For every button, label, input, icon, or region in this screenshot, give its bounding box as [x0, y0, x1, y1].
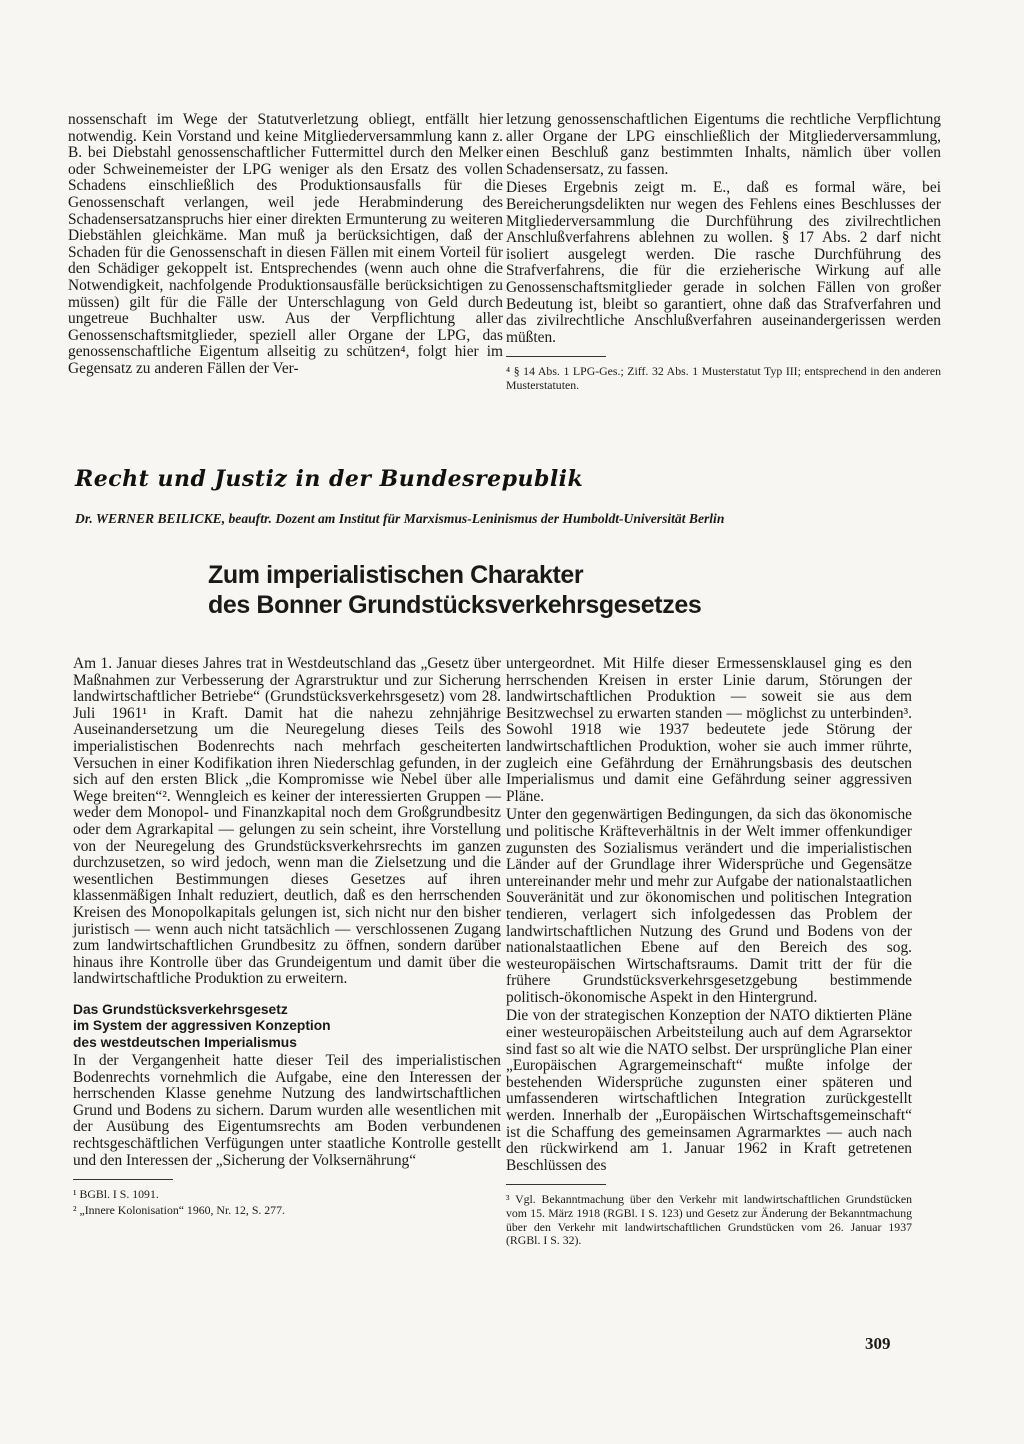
footnote-divider — [73, 1179, 173, 1180]
bottom-right-column — [506, 656, 912, 1248]
section-heading: Recht und Justiz in der Bundesrepublik — [75, 466, 584, 492]
top-left-column — [68, 112, 503, 378]
footnote: ⁴ § 14 Abs. 1 LPG-Ges.; Ziff. 32 Abs. 1 Musterstatut Typ III; entsprechend in den anderen Musterstatuten. — [506, 364, 941, 392]
paragraph: In der Vergangenheit hatte dieser Teil des imperialistischen Bodenrechts vornehmlich die Aufgabe, eine den Interessen der herrschenden Klasse genehme Nutzung des landwirtschaftlichen Grund und Bodens zu sichern. Darum wurden alle wesentlichen mit der Ausübung des Eigentumsrechts am Boden verbundenen rechtsgeschäftlichen Verfügungen unter staatliche Kontrolle gestellt und den Interessen der „Sicherung der Volksernährung“ — [73, 1052, 501, 1169]
bottom-left-column — [73, 656, 501, 1217]
paragraph: letzung genossenschaftlichen Eigentums die rechtliche Verpflichtung aller Organe der LPG einschließlich der Mitgliederversammlung, einen Beschluß ganz bestimmten Inhalts, nämlich über vollen Schadensersatz, zu fassen. — [506, 111, 941, 178]
article-title — [208, 560, 828, 620]
article-title-line: Zum imperialistischen Charakter — [208, 561, 584, 589]
paragraph: nossenschaft im Wege der Statutverletzung obliegt, entfällt hier notwendig. Kein Vorstand und keine Mitgliederversammlung kann z. B. bei Diebstahl genossenschaftlicher Futtermittel durch den Melker oder Schweinemeister der LPG weniger als den Ersatz des vollen Schadens einschließlich des Produktionsausfalls für die Genossenschaft verlangen, weil jede Herabminderung des Schadensersatzanspruchs hier einer direkten Ermunterung zu weiteren Diebstählen gleichkäme. Man muß ja berücksichtigen, daß der Schaden für die Genossenschaft in diesen Fällen mit einem Vorteil für den Schädiger gekoppelt ist. Entsprechendes (wenn auch ohne die Notwendigkeit, nachfolgende Produktionsausfälle berücksichtigen zu müssen) gilt für die Fälle der Unterschlagung von Geld durch ungetreue Buchhalter usw. Aus der Verpflichtung aller Genossenschaftsmitglieder, speziell aller Organe der LPG, das genossenschaftliche Eigentum allseitig zu schützen⁴, folgt hier im Gegensatz zu anderen Fällen der Ver- — [68, 111, 503, 377]
paragraph: Die von der strategischen Konzeption der NATO diktierten Pläne einer westeuropäischen Arbeitsteilung auch auf dem Agrarsektor sind fast so alt wie die NATO selbst. Der ursprüngliche Plan einer „Europäischen Agrargemeinschaft“ mußte infolge der bestehenden Widersprüche zugunsten einer späteren und umfassenderen wirtschaftlichen Integration zurückgestellt werden. Innerhalb der „Europäischen Wirtschaftsgemeinschaft“ ist die Schaffung des gemeinsamen Agrarmarktes — auch nach den rückwirkend am 1. Januar 1962 in Kraft getretenen Beschlüssen des — [506, 1007, 912, 1174]
paragraph: untergeordnet. Mit Hilfe dieser Ermessensklausel ging es den herrschenden Kreisen in erster Linie darum, Störungen der landwirtschaftlichen Produktion — soweit sie aus dem Besitzwechsel zu erwarten standen — möglichst zu unterbinden³. Sowohl 1918 wie 1937 bedeutete jede Störung der landwirtschaftlichen Produktion, woher sie auch immer rührte, zugleich eine Gefährdung der Ernährungsbasis des deutschen Imperialismus und damit eine Gefährdung seiner aggressiven Pläne. — [506, 655, 912, 805]
subheading — [73, 1002, 501, 1051]
footnotes — [73, 1188, 501, 1217]
page-number: 309 — [865, 1334, 891, 1353]
subheading-line: im System der aggressiven Konzeption — [73, 1018, 331, 1034]
footnotes — [506, 365, 941, 392]
subheading-line: des westdeutschen Imperialismus — [73, 1034, 297, 1050]
footnote-divider — [506, 356, 606, 357]
article-title-line: des Bonner Grundstücksverkehrsgesetzes — [208, 591, 702, 619]
footnotes — [506, 1193, 912, 1247]
paragraph: Dieses Ergebnis zeigt m. E., daß es formal wäre, bei Bereicherungsdelikten nur wegen des Fehlens eines Beschlusses der Mitgliederversammlung die Durchführung des zivilrechtlichen Anschlußverfahrens ablehnen zu wollen. § 17 Abs. 2 darf nicht isoliert ausgelegt werden. Die rasche Durchführung des Strafverfahrens, die für die erzieherische Wirkung auf alle Genossenschaftsmitglieder gerade in solchen Fällen von großer Bedeutung ist, bleibt so garantiert, ohne daß das Strafverfahren und das zivilrechtliche Anschlußverfahren auseinandergerissen werden müßten. — [506, 179, 941, 346]
footnote-divider — [506, 1184, 606, 1185]
paragraph: Am 1. Januar dieses Jahres trat in Westdeutschland das „Gesetz über Maßnahmen zur Verbesserung der Agrarstruktur und zur Sicherung landwirtschaftlicher Betriebe“ (Grundstücksverkehrsgesetz) vom 28. Juli 1961¹ in Kraft. Damit hat die nahezu zehnjährige Auseinandersetzung um die Neuregelung dieses Teils des imperialistischen Bodenrechts nach mehrfach gescheiterten Versuchen in einer Kodifikation ihren Niederschlag gefunden, in der sich auf den ersten Blick „die Kompromisse wie Nebel über alle Wege breiten“². Wenngleich es keiner der interessierten Gruppen — weder dem Monopol- und Finanzkapital noch dem Großgrundbesitz oder dem Agrarkapital — gelungen zu sein scheint, ihre Vorstellung von der Neuregelung des Grundstücksverkehrsrechts im ganzen durchzusetzen, so wird jedoch, wenn man die Zielsetzung und die wesentlichen Bestimmungen dieses Gesetzes auf ihren klassenmäßigen Inhalt reduziert, deutlich, daß es den herrschenden Kreisen des Monopolkapitals gelungen ist, sich nicht nur den bisher juristisch — wenn auch nicht tatsächlich — verschlossenen Zugang zum landwirtschaftlichen Grundbesitz zu öffnen, sondern darüber hinaus ihre Kontrolle über das Grundeigentum und damit über die landwirtschaftliche Produktion zu erweitern. — [73, 655, 501, 988]
footnote: ¹ BGBl. I S. 1091. — [73, 1187, 159, 1202]
author-line: Dr. WERNER BEILICKE, beauftr. Dozent am Institut für Marxismus-Leninismus der Humboldt-Universität Berlin — [75, 511, 725, 526]
top-right-column — [506, 112, 941, 393]
subheading-line: Das Grundstücksverkehrsgesetz — [73, 1001, 288, 1017]
paragraph: Unter den gegenwärtigen Bedingungen, da sich das ökonomische und politische Kräfteverhältnis in der Welt immer offenkundiger zugunsten des Sozialismus verändert und die imperialistischen Länder auf der Grundlage ihrer Widersprüche und Gegensätze untereinander mehr und mehr zur Aufgabe der nationalstaatlichen Souveränität und zur ökonomischen und politischen Integration tendieren, verlagert sich infolgedessen das Problem der landwirtschaftlichen Nutzung des Grund und Bodens von der nationalstaatlichen Ebene auf den Bereich des sog. westeuropäischen Wirtschaftsraums. Damit tritt der für die frühere Grundstücksverkehrsgesetzgebung bestimmende politisch-ökonomische Aspekt in den Hintergrund. — [506, 806, 912, 1006]
footnote: ³ Vgl. Bekanntmachung über den Verkehr mit landwirtschaftlichen Grundstücken vom 15. März 1918 (RGBl. I S. 123) und Gesetz zur Änderung der Bekanntmachung über den Verkehr mit landwirtschaftlichen Grundstücken vom 26. Januar 1937 (RGBl. I S. 32). — [506, 1192, 912, 1248]
footnote: ² „Innere Kolonisation“ 1960, Nr. 12, S. 277. — [73, 1202, 285, 1217]
